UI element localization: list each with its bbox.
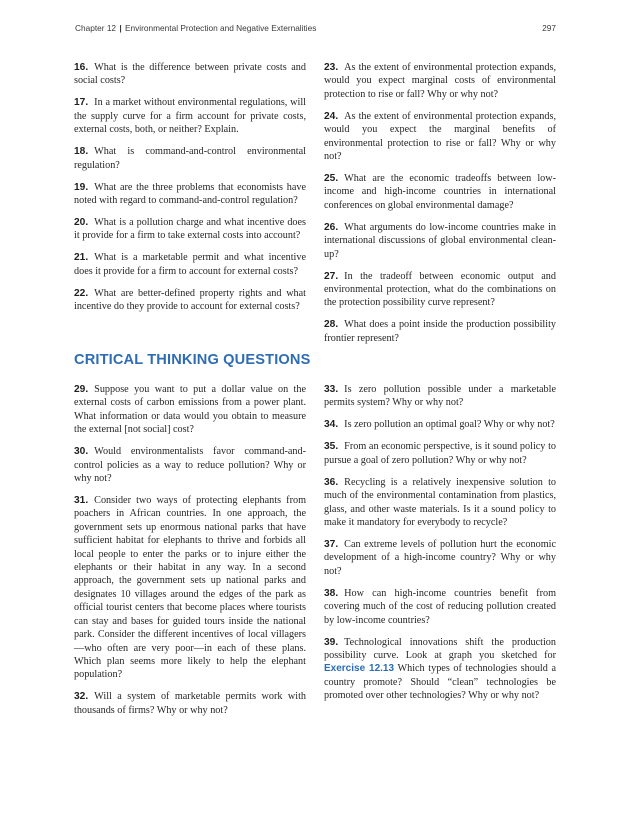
question-36: 36. Recycling is a relatively inexpensive solution to much of the environmental contamination from plastics, glass, and other waste materials. Is it a sound policy to make it mandatory for everybody to recycle?: [324, 476, 556, 529]
page-number: 297: [542, 23, 556, 33]
review-questions-left: [74, 61, 306, 322]
page-header: [75, 23, 556, 37]
chapter-label: [75, 23, 316, 33]
critical-thinking-right: [324, 383, 556, 711]
question-24: 24. As the extent of environmental protection expands, would you expect the marginal benefits of environmental protection to rise or fall? Why or why not?: [324, 110, 556, 163]
exercise-link[interactable]: Exercise 12.13: [324, 663, 395, 675]
question-31: 31. Consider two ways of protecting elephants from poachers in African countries. In one approach, the government sets up enormous national parks that have sufficient habitat for elephants to thrive and forbids all local people to enter the parks or to injure either the elephants or their habitat in any way. In a second approach, the government sets up national parks and designates 10 villages around the edges of the park as official tourist centers that become places where tourists can stay and bases for guided tours inside the national park. Consider the different incentives of local villagers—who often are very poor—in each of these plans. Which plan seems more likely to help the elephant population?: [74, 495, 306, 681]
question-23: 23. As the extent of environmental protection expands, would you expect marginal costs of environmental protection to rise or fall? Why or why not?: [324, 62, 556, 100]
question-21: 21. What is a marketable permit and what incentive does it provide for a firm to account for external costs?: [74, 252, 306, 277]
question-38: 38. How can high-income countries benefit from covering much of the cost of reducing pollution created by low-income countries?: [324, 587, 556, 626]
question-28: 28. What does a point inside the production possibility frontier represent?: [324, 319, 556, 344]
question-32: 32. Will a system of marketable permits work with thousands of firms? Why or why not?: [74, 691, 306, 716]
question-29: 29. Suppose you want to put a dollar value on the external costs of carbon emissions from a power plant. What information or data would you obtain to measure the external [not social] cost?: [74, 384, 306, 436]
question-30: 30. Would environmentalists favor command-and-control policies as a way to reduce pollution? Why or why not?: [74, 446, 306, 485]
question-17: 17. In a market without environmental regulations, will the supply curve for a firm account for private costs, external costs, both, or neither? Explain.: [74, 97, 306, 136]
chapter-title: Environmental Protection and Negative Externalities: [125, 23, 317, 33]
chapter-number: Chapter 12: [75, 23, 117, 33]
question-16: 16. What is the difference between private costs and social costs?: [74, 62, 306, 87]
question-20: 20. What is a pollution charge and what incentive does it provide for a firm to take external costs into account?: [74, 217, 306, 242]
question-22: 22. What are better-defined property rights and what incentive do they provide to account for external costs?: [74, 287, 306, 313]
question-27: 27. In the tradeoff between economic output and environmental protection, what do the combinations on the protection possibility curve represent?: [324, 270, 556, 309]
review-questions-right: [324, 61, 556, 354]
question-35: 35. From an economic perspective, is it sound policy to pursue a goal of zero pollution? Why or why not?: [324, 441, 556, 466]
question-19: 19. What are the three problems that economists have noted with regard to command-and-control regulation?: [74, 181, 306, 207]
question-33: 33. Is zero pollution possible under a marketable permits system? Why or why not?: [324, 384, 556, 409]
question-37: 37. Can extreme levels of pollution hurt the economic development of a high-income country? Why or why not?: [324, 539, 556, 577]
question-39: 39. Technological innovations shift the production possibility curve. Look at graph you sketched for Exercise 12.13 Which types of technologies should a country promote? Should “clean” technologies be promoted over other technologies? Why or why not?: [324, 636, 556, 702]
question-25: 25. What are the economic tradeoffs between low-income and high-income countries in international conferences on global environmental damage?: [324, 173, 556, 211]
question-18: 18. What is command-and-control environmental regulation?: [74, 146, 306, 171]
critical-thinking-left: [74, 383, 306, 726]
question-34: 34. Is zero pollution an optimal goal? Why or why not?: [324, 419, 555, 431]
critical-thinking-heading: CRITICAL THINKING QUESTIONS: [74, 352, 311, 368]
header-separator: |: [119, 23, 122, 33]
question-26: 26. What arguments do low-income countries make in international discussions of global environmental clean-up?: [324, 221, 556, 260]
